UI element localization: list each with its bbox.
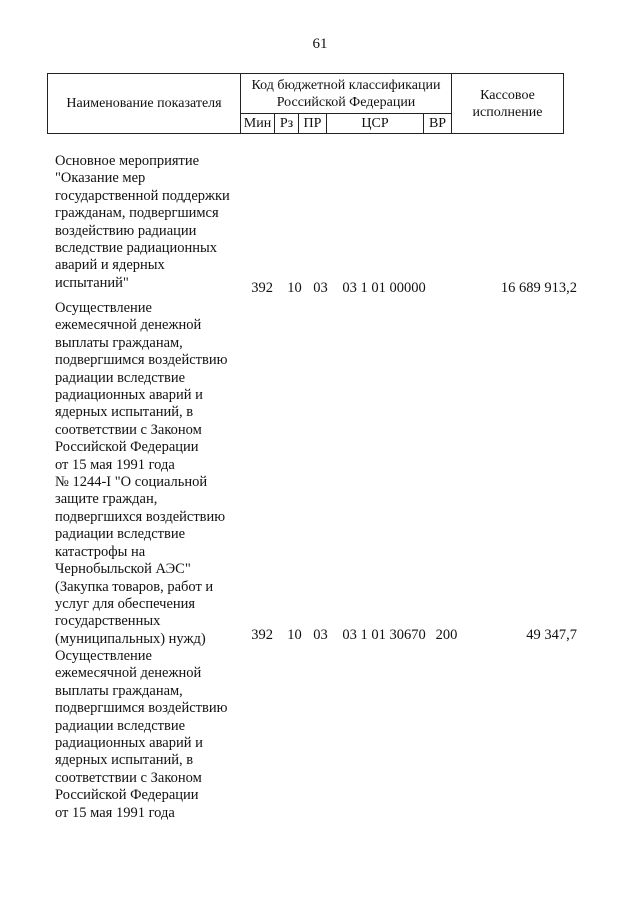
row-min: 392 <box>251 627 273 643</box>
row-pr: 03 <box>313 280 328 296</box>
column-header-pr: ПР <box>299 114 327 134</box>
row-csr: 03 1 01 30670 <box>342 627 426 643</box>
row-name: Осуществление ежемесячной денежной выплаты гражданам, подвергшимся воздействию радиации вследствие радиационных аварий и ядерных испытаний, в соответствии с Законом Российской Федерации от 15 мая 1991 года № 1244-I "О социальной защите граждан, подвергшихся воздействию радиации вследствие катастрофы на Чернобыльской АЭС" (Закупка товаров, работ и услуг для обеспечения государственных (муниципальных) нужд) <box>55 300 228 647</box>
row-min: 392 <box>251 280 273 296</box>
column-header-cash-execution: Кассовое исполнение <box>452 74 564 134</box>
column-header-csr: ЦСР <box>327 114 424 134</box>
row-rz: 10 <box>287 627 302 643</box>
row-pr: 03 <box>313 627 328 643</box>
column-header-min: Мин <box>241 114 275 134</box>
row-name: Основное мероприятие "Оказание мер государственной поддержки гражданам, подвергшимся воздействию радиации вследствие радиационных аварий и ядерных испытаний" <box>55 153 230 291</box>
row-vr: 200 <box>435 627 458 643</box>
row-cash: 49 347,7 <box>526 627 577 643</box>
row-name: Осуществление ежемесячной денежной выплаты гражданам, подвергшимся воздействию радиации вследствие радиационных аварий и ядерных испытаний, в соответствии с Законом Российской Федерации от 15 мая 1991 года <box>55 648 228 821</box>
column-header-rz: Рз <box>275 114 299 134</box>
column-header-name: Наименование показателя <box>48 74 241 134</box>
column-header-vr: ВР <box>424 114 452 134</box>
row-cash: 16 689 913,2 <box>500 280 577 296</box>
page-number: 61 <box>312 36 328 52</box>
row-rz: 10 <box>287 280 302 296</box>
row-csr: 03 1 01 00000 <box>342 280 426 296</box>
column-group-header-budget-code: Код бюджетной классификации Российской Федерации <box>241 74 452 114</box>
